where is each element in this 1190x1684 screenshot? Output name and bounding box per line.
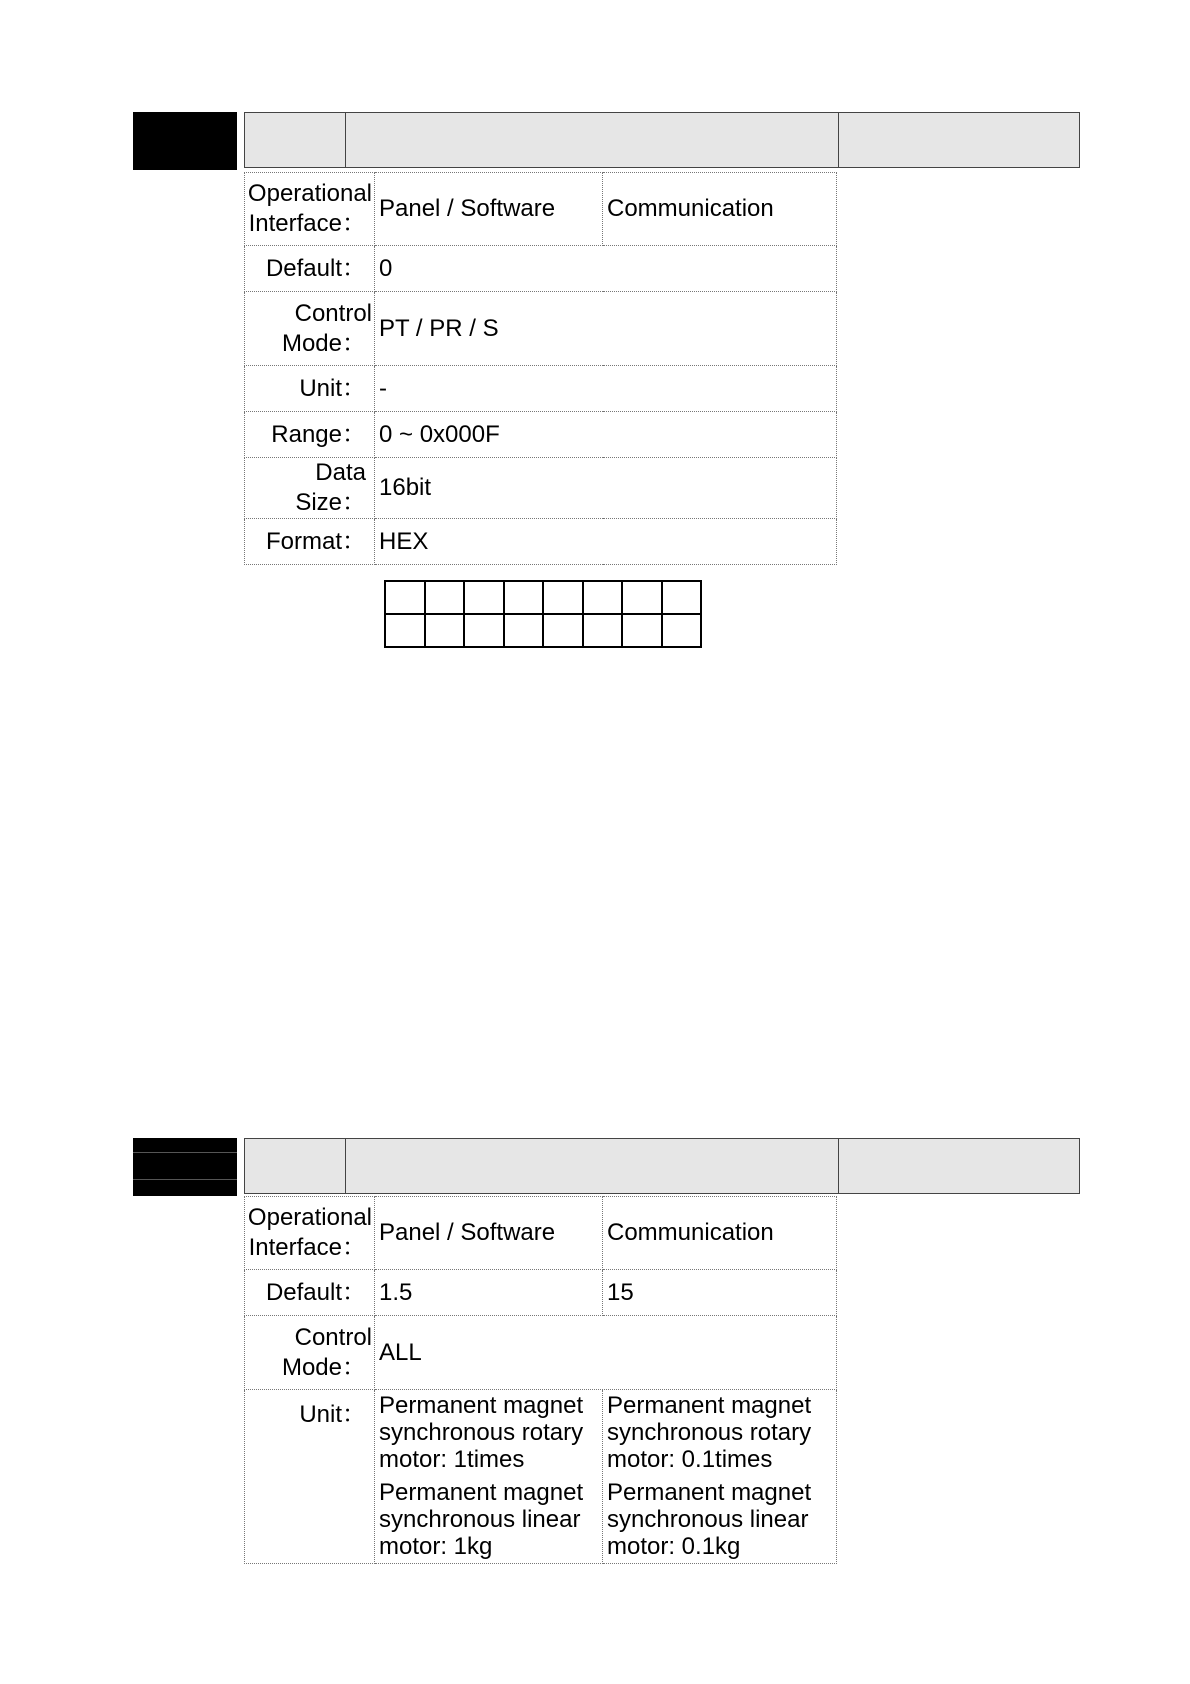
- control-mode-value: PT / PR / S: [375, 292, 837, 366]
- interface-label: Operational Interface：: [245, 173, 375, 246]
- bit-cell: [543, 581, 583, 614]
- parameter-code-tab: [133, 1138, 237, 1196]
- bit-cell: [662, 581, 702, 614]
- default-label: Default：: [245, 246, 375, 292]
- bit-cell: [385, 581, 425, 614]
- data-size-value: 16bit: [375, 458, 837, 519]
- bit-cell: [622, 614, 662, 647]
- bit-setting-grid: [384, 580, 702, 648]
- format-value: HEX: [375, 519, 837, 565]
- interface-panel: Panel / Software: [375, 1197, 603, 1270]
- control-mode-value: ALL: [375, 1316, 837, 1390]
- default-label: Default：: [245, 1270, 375, 1316]
- interface-communication: Communication: [603, 1197, 837, 1270]
- header-separator: [345, 113, 346, 167]
- bit-cell: [662, 614, 702, 647]
- tab-line: [133, 1152, 237, 1153]
- bit-cell: [504, 581, 544, 614]
- bit-cell: [504, 614, 544, 647]
- bit-cell: [464, 581, 504, 614]
- default-panel-value: 1.5: [375, 1270, 603, 1316]
- unit-label: Unit：: [245, 1390, 375, 1564]
- data-size-label: Data Size：: [245, 458, 375, 519]
- bit-cell: [464, 614, 504, 647]
- control-mode-label: Control Mode：: [245, 292, 375, 366]
- range-value: 0 ~ 0x000F: [375, 412, 837, 458]
- parameter-header-bar: [244, 1138, 1080, 1194]
- bit-cell: [622, 581, 662, 614]
- interface-panel: Panel / Software: [375, 173, 603, 246]
- default-value: 0: [375, 246, 837, 292]
- default-communication-value: 15: [603, 1270, 837, 1316]
- header-separator: [345, 1139, 346, 1193]
- header-separator: [838, 1139, 839, 1193]
- interface-label: Operational Interface：: [245, 1197, 375, 1270]
- bit-cell: [385, 614, 425, 647]
- format-label: Format：: [245, 519, 375, 565]
- unit-panel-value: Permanent magnet synchronous rotary motor: 1times Permanent magnet synchronous linear motor: 1kg: [375, 1390, 603, 1564]
- parameter-table: [244, 172, 837, 565]
- parameter-header-bar: [244, 112, 1080, 168]
- tab-line: [133, 1179, 237, 1180]
- range-label: Range：: [245, 412, 375, 458]
- bit-cell: [425, 581, 465, 614]
- unit-label: Unit：: [245, 366, 375, 412]
- bit-cell: [425, 614, 465, 647]
- unit-value: -: [375, 366, 837, 412]
- unit-communication-value: Permanent magnet synchronous rotary motor: 0.1times Permanent magnet synchronous linear motor: 0.1kg: [603, 1390, 837, 1564]
- bit-cell: [543, 614, 583, 647]
- header-separator: [838, 113, 839, 167]
- parameter-code-tab: [133, 112, 237, 170]
- bit-cell: [583, 581, 623, 614]
- bit-cell: [583, 614, 623, 647]
- control-mode-label: Control Mode：: [245, 1316, 375, 1390]
- interface-communication: Communication: [603, 173, 837, 246]
- parameter-table: [244, 1196, 837, 1564]
